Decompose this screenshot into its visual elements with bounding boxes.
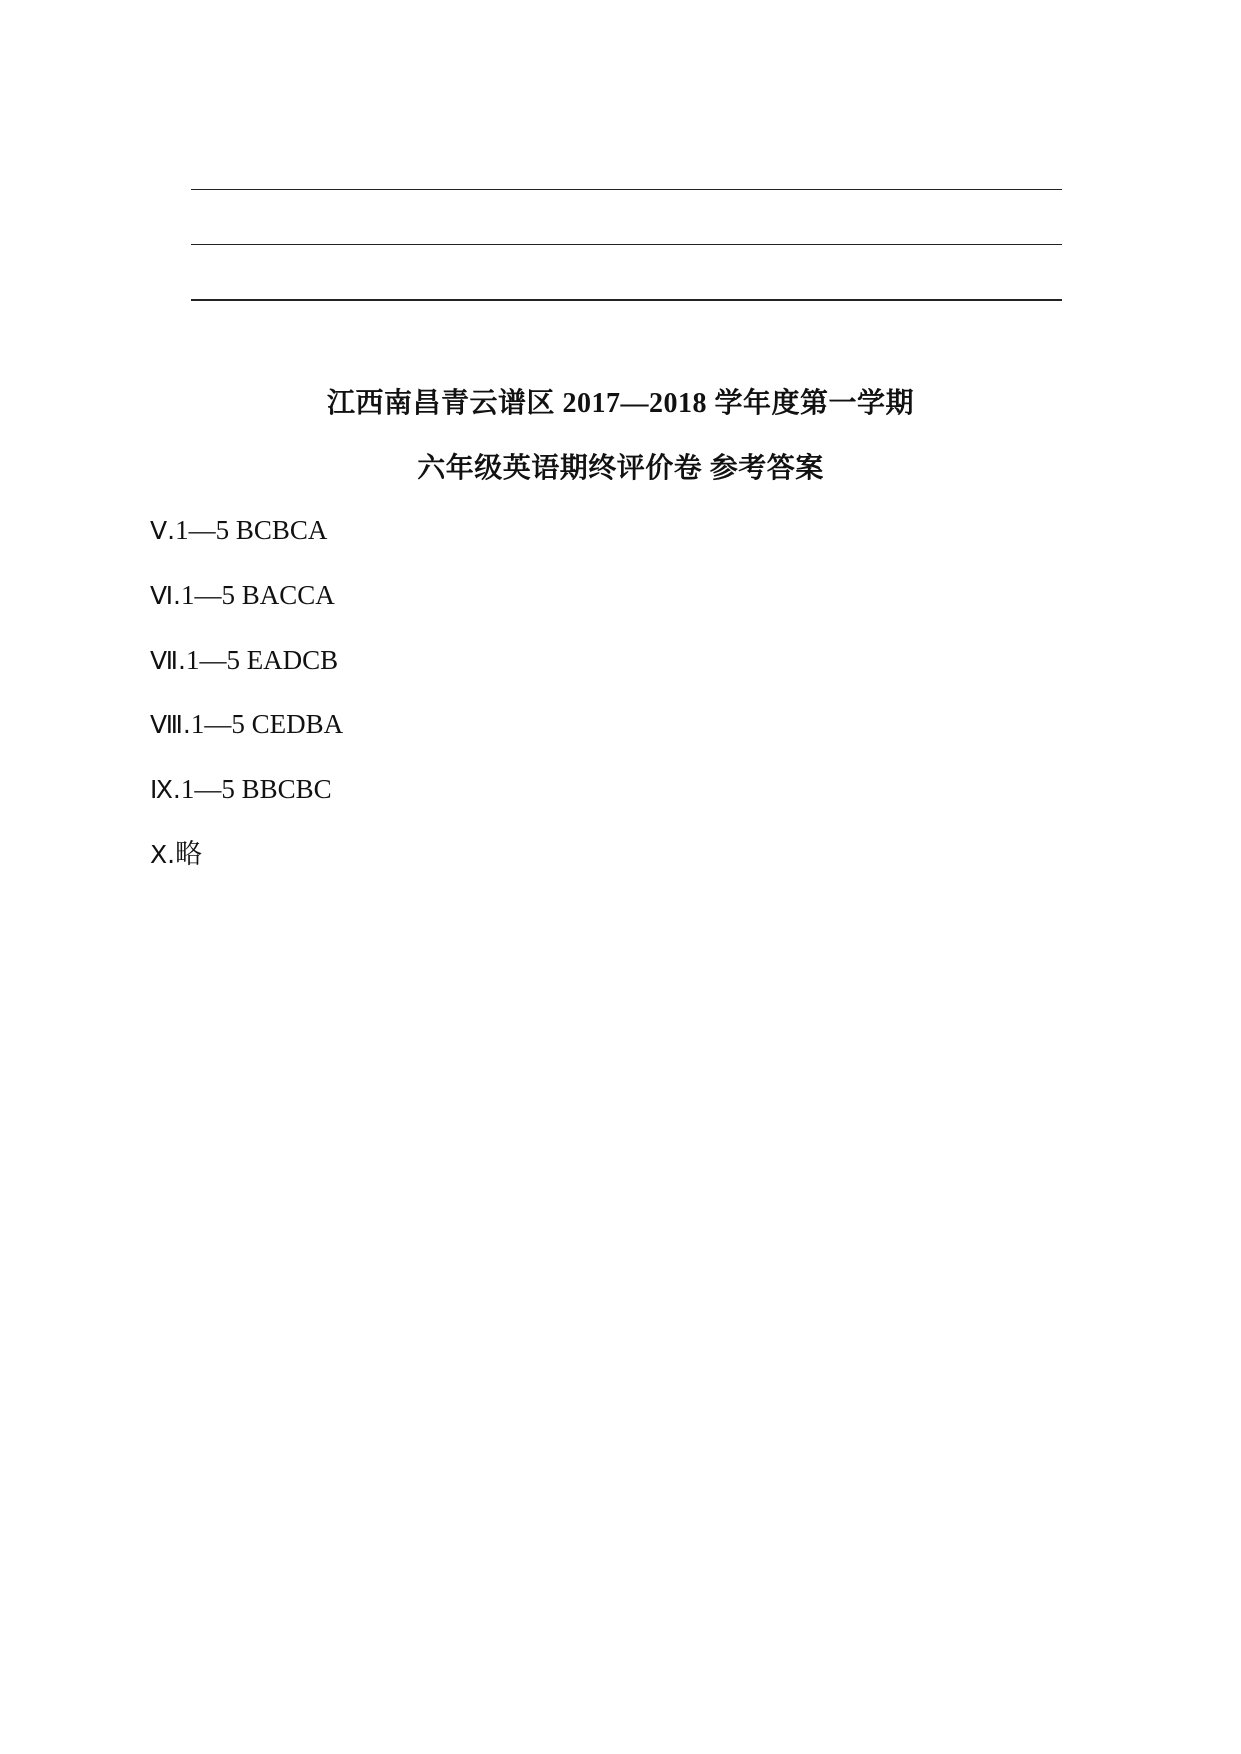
document-subtitle: 六年级英语期终评价卷 参考答案 <box>417 453 824 484</box>
answer-line-3 <box>191 299 1062 301</box>
answer-content: 1—5 BACCA <box>181 580 335 610</box>
section-number: Ⅵ. <box>150 581 182 610</box>
answer-item <box>150 707 343 742</box>
answer-line-2 <box>191 244 1062 245</box>
section-number: Ⅶ. <box>150 646 186 675</box>
section-number: Ⅹ. <box>150 840 176 869</box>
answer-item <box>150 772 332 807</box>
answer-content: 1—5 CEDBA <box>190 709 344 739</box>
answer-item <box>150 578 335 613</box>
answer-item <box>150 643 338 678</box>
section-number: Ⅸ. <box>150 775 181 804</box>
answer-content: 1—5 EADCB <box>185 645 339 675</box>
section-number: Ⅷ. <box>150 710 191 739</box>
document-title: 江西南昌青云谱区 2017—2018 学年度第一学期 <box>326 388 914 419</box>
answer-content: 略 <box>175 839 203 869</box>
answer-item <box>150 837 202 872</box>
section-number: Ⅴ. <box>150 516 176 545</box>
answer-content: 1—5 BCBCA <box>175 515 328 545</box>
answer-line-1 <box>191 189 1062 190</box>
answer-item <box>150 513 327 548</box>
answer-content: 1—5 BBCBC <box>180 774 332 804</box>
